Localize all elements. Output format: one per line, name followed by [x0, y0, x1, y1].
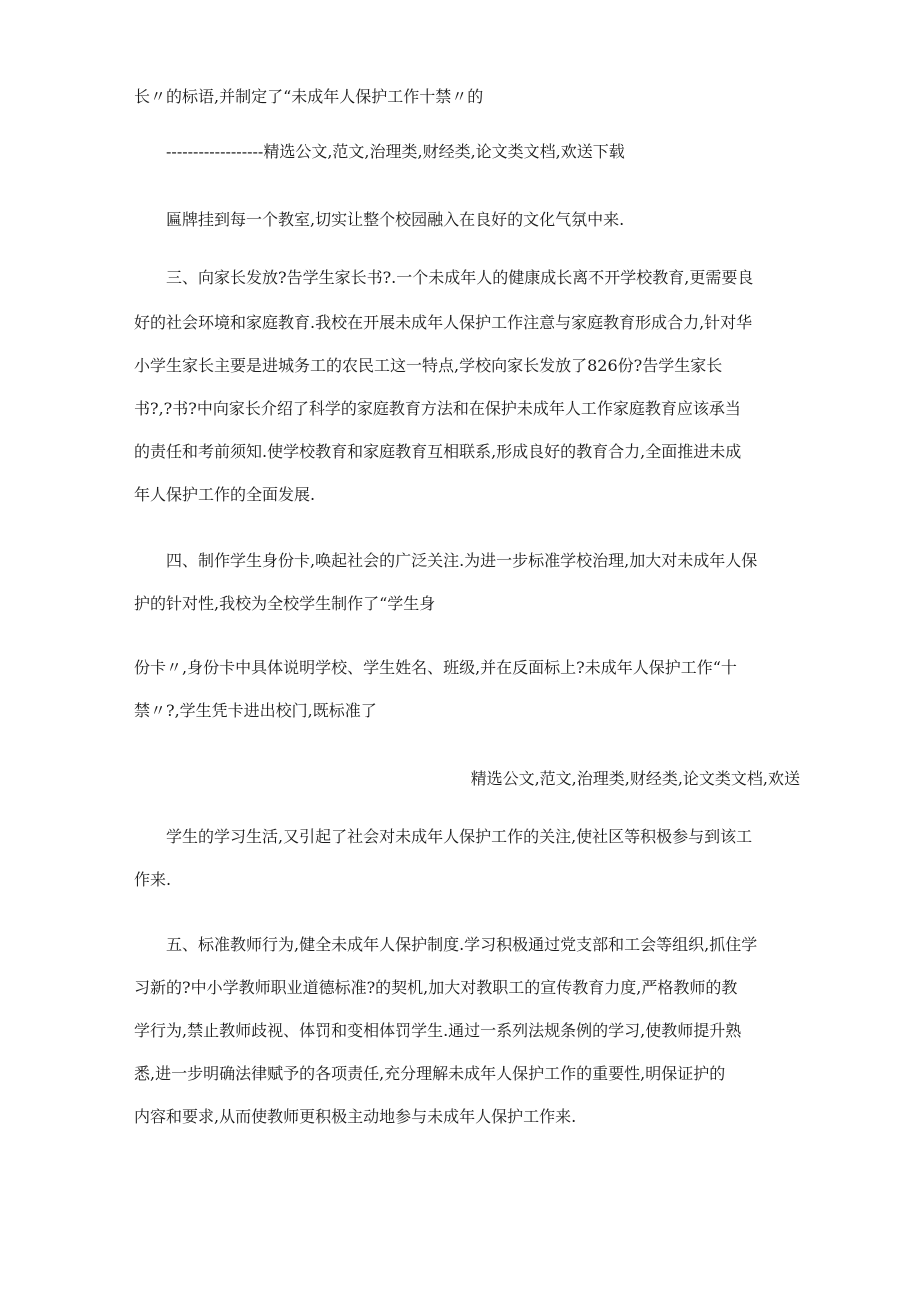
text-line: 小学生家长主要是进城务工的农民工这一特点,学校向家长发放了826份?告学生家长	[134, 356, 723, 375]
text-line: 禁〃?,学生凭卡进出校门,既标准了	[134, 701, 377, 720]
text-line: 长〃的标语,并制定了“未成年人保护工作十禁〃的	[134, 87, 484, 106]
text-line: 作来.	[134, 870, 172, 889]
text-line: 书?,?书?中向家长介绍了科学的家庭教育方法和在保护未成年人工作家庭教育应该承当	[134, 399, 741, 418]
text-line: 年人保护工作的全面发展.	[134, 485, 316, 504]
paragraph-heading-5: 五、标准教师行为,健全未成年人保护制度.学习积极通过党支部和工会等组织,抓住学	[166, 935, 758, 954]
text-line: 内容和要求,从而使教师更积极主动地参与未成年人保护工作来.	[134, 1107, 577, 1126]
text-line: 好的社会环境和家庭教育.我校在开展未成年人保护工作注意与家庭教育形成合力,针对华	[134, 313, 753, 332]
footer-banner-line: 精选公文,范文,治理类,财经类,论文类文档,欢送	[470, 769, 800, 788]
text-line: 学生的学习生活,又引起了社会对未成年人保护工作的关注,使社区等积极参与到该工	[166, 827, 753, 846]
text-line: 的责任和考前须知.使学校教育和家庭教育互相联系,形成良好的教育合力,全面推进未成	[134, 442, 742, 461]
footer-banner-line: ------------------精选公文,范文,治理类,财经类,论文类文档,欢送下载	[166, 142, 625, 161]
text-line: 匾牌挂到每一个教室,切实让整个校园融入在良好的文化气氛中来.	[166, 210, 625, 229]
text-line: 学行为,禁止教师歧视、体罚和变相体罚学生.通过一系列法规条例的学习,使教师提升熟	[134, 1021, 742, 1040]
paragraph-heading-3: 三、向家长发放?告学生家长书?.一个未成年人的健康成长离不开学校教育,更需要良	[166, 268, 754, 287]
text-line: 护的针对性,我校为全校学生制作了“学生身	[134, 594, 436, 613]
text-line: 习新的?中小学教师职业道德标准?的契机,加大对教职工的宣传教育力度,严格教师的教	[134, 978, 738, 997]
text-line: 份卡〃,身份卡中具体说明学校、学生姓名、班级,并在反面标上?未成年人保护工作“十	[134, 658, 737, 677]
text-line: 悉,进一步明确法律赋予的各项责任,充分理解未成年人保护工作的重要性,明保证护的	[134, 1064, 726, 1083]
paragraph-heading-4: 四、制作学生身份卡,唤起社会的广泛关注.为进一步标准学校治理,加大对未成年人保	[166, 551, 758, 570]
